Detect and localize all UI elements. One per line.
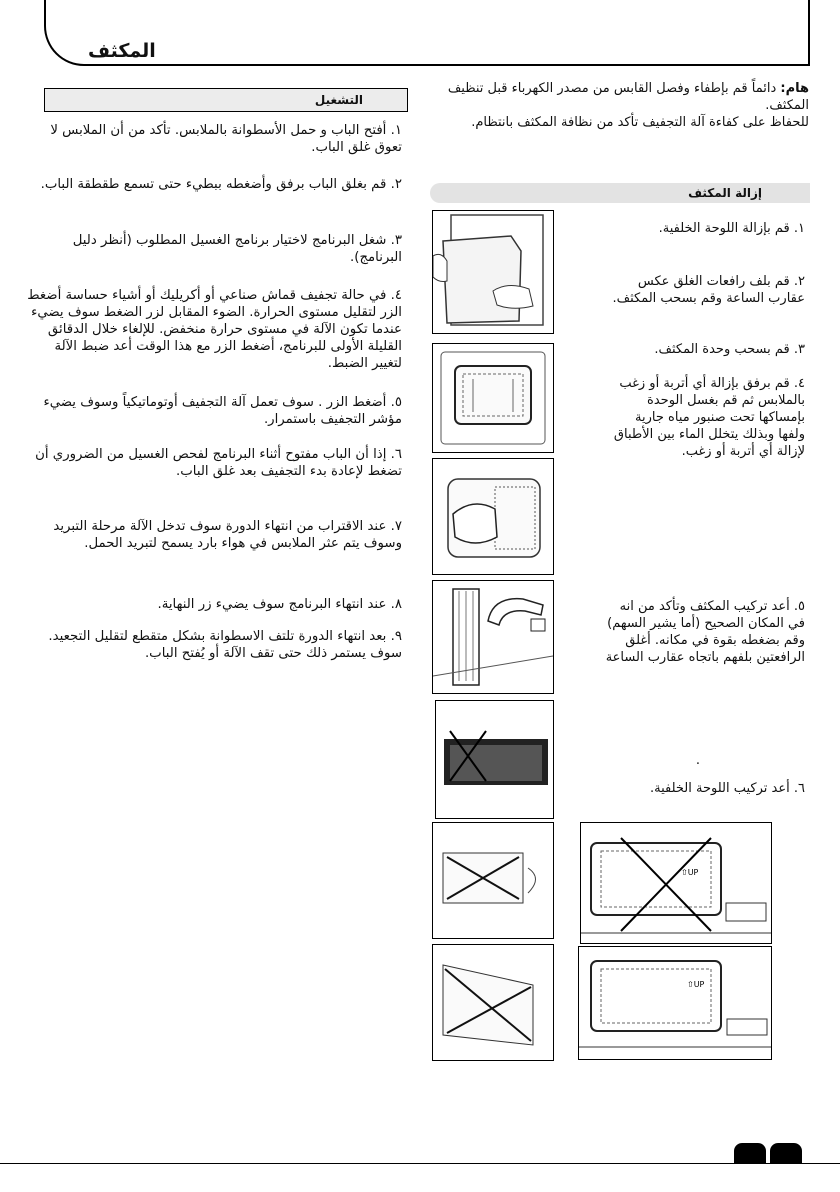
header-frame bbox=[44, 0, 810, 66]
illustration-remove-back-panel bbox=[432, 210, 554, 334]
operation-step-2: ٢. قم بغلق الباب برفق وأضغطه ببطيء حتى تسمع طقطقة الباب. bbox=[40, 177, 402, 192]
footer-tab-left bbox=[734, 1143, 766, 1163]
operation-step-7: ٧. عند الاقتراب من انتهاء الدورة سوف تدخل الآلة مرحلة التبريد وسوف يتم عثر الملابس في هواء بارد يسمح لتبريد الحمل. bbox=[53, 519, 402, 551]
condenser-unit-icon bbox=[433, 344, 553, 452]
illustration-reinsert-condenser bbox=[435, 700, 554, 819]
removal-step-5: ٥. أعد تركيب المكثف وتأكد من انه في المكان الصحيح (أما يشير السهم) وقم بضغطه بقوة في مكانه. أغلق الرافعتين بلفهم باتجاه عقارب الساعة bbox=[605, 599, 805, 665]
important-label: هام: bbox=[780, 81, 809, 96]
operation-step-6: ٦. إذا أن الباب مفتوح أثناء البرنامج لفحص الغسيل من الضروري أن تضغط لإعادة بدء التجفيف بعد غلق الباب. bbox=[35, 447, 402, 479]
tap-wash-icon bbox=[433, 581, 553, 693]
operation-step-1: ١. أفتح الباب و حمل الأسطوانة بالملابس. تأكد من أن الملابس لا تعوق غلق الباب. bbox=[50, 123, 402, 155]
illustration-condenser-handle bbox=[432, 458, 554, 575]
wrong-fit-icon bbox=[433, 823, 553, 938]
operation-step-8: ٨. عند انتهاء البرنامج سوف يضيء زر النهاية. bbox=[157, 597, 402, 612]
condenser-crossed-icon bbox=[581, 823, 771, 943]
illustration-wash-under-tap bbox=[432, 580, 554, 694]
hand-condenser-icon bbox=[433, 459, 553, 574]
page-title: المكثف bbox=[88, 40, 156, 62]
illustration-wrong-angle bbox=[432, 944, 554, 1061]
illustration-wrong-fit bbox=[432, 822, 554, 939]
illustration-correct-condenser bbox=[578, 946, 772, 1060]
operation-heading: التشغيل bbox=[314, 93, 363, 107]
operation-step-3: ٣. شغل البرنامج لاختيار برنامج الغسيل المطلوب (أنظر دليل البرنامج). bbox=[72, 233, 402, 265]
operation-step-9: ٩. بعد انتهاء الدورة تلتف الاسطوانة بشكل متقطع لتقليل التجعيد. سوف يستمر ذلك حتى تقف الآلة أو يُفتح الباب. bbox=[48, 629, 402, 661]
removal-heading: إزالة المكثف bbox=[688, 186, 762, 200]
removal-step-dot: . bbox=[695, 753, 700, 768]
important-note bbox=[434, 80, 809, 131]
footer-rule bbox=[0, 1163, 840, 1164]
important-text-2: للحفاظ على كفاءة آلة التجفيف تأكد من نظافة المكثف بانتظام. bbox=[471, 115, 809, 130]
removal-step-6: ٦. أعد تركيب اللوحة الخلفية. bbox=[650, 781, 805, 796]
wrong-angle-icon bbox=[433, 945, 553, 1060]
footer-tab-right bbox=[770, 1143, 802, 1163]
operation-step-4: ٤. في حالة تجفيف قماش صناعي أو أكريليك أو أشياء حساسة أضغط الزر لتقليل مستوى الحرارة. الضوء المقابل لزر الضغط سوف يضيء عندما تكون الآلة في مستوى حرارة منخفض. للإلغاء خلال الدقائق القليلة الأولى للبرنامج، أضغط الزر مع هذا الوقت أعد ضبط الآلة لتغيير الضبط. bbox=[27, 288, 402, 371]
operation-heading-bar bbox=[44, 88, 408, 112]
condenser-slot-icon bbox=[436, 701, 553, 818]
removal-step-3: ٣. قم بسحب وحدة المكثف. bbox=[654, 342, 805, 357]
operation-step-5: ٥. أضغط الزر . سوف تعمل آلة التجفيف أوتوماتيكياً وسوف يضيء مؤشر التجفيف باستمرار. bbox=[43, 395, 402, 427]
illustration-incorrect-condenser bbox=[580, 822, 772, 944]
hands-panel-icon bbox=[433, 211, 553, 333]
illustration-pull-condenser bbox=[432, 343, 554, 453]
removal-step-4: ٤. قم برفق بإزالة أي أتربة أو زغب بالملابس ثم قم بغسل الوحدة بإمساكها تحت صنبور مياه جارية ولفها وبذلك يتخلل الماء بين الأطباق لإزالة أي أتربة أو زغب. bbox=[613, 376, 805, 459]
removal-step-2: ٢. قم بلف رافعات الغلق عكس عقارب الساعة وقم بسحب المكثف. bbox=[612, 274, 805, 306]
important-text-1: دائماً قم بإطفاء وفصل القابس من مصدر الكهرباء قبل تنظيف المكثف. bbox=[447, 81, 809, 113]
removal-step-1: ١. قم بإزالة اللوحة الخلفية. bbox=[658, 221, 805, 236]
svg-text:⇧UP: ⇧UP bbox=[681, 868, 699, 877]
svg-text:⇧UP: ⇧UP bbox=[687, 980, 705, 989]
removal-heading-bar bbox=[430, 183, 810, 203]
condenser-correct-icon bbox=[579, 947, 771, 1059]
